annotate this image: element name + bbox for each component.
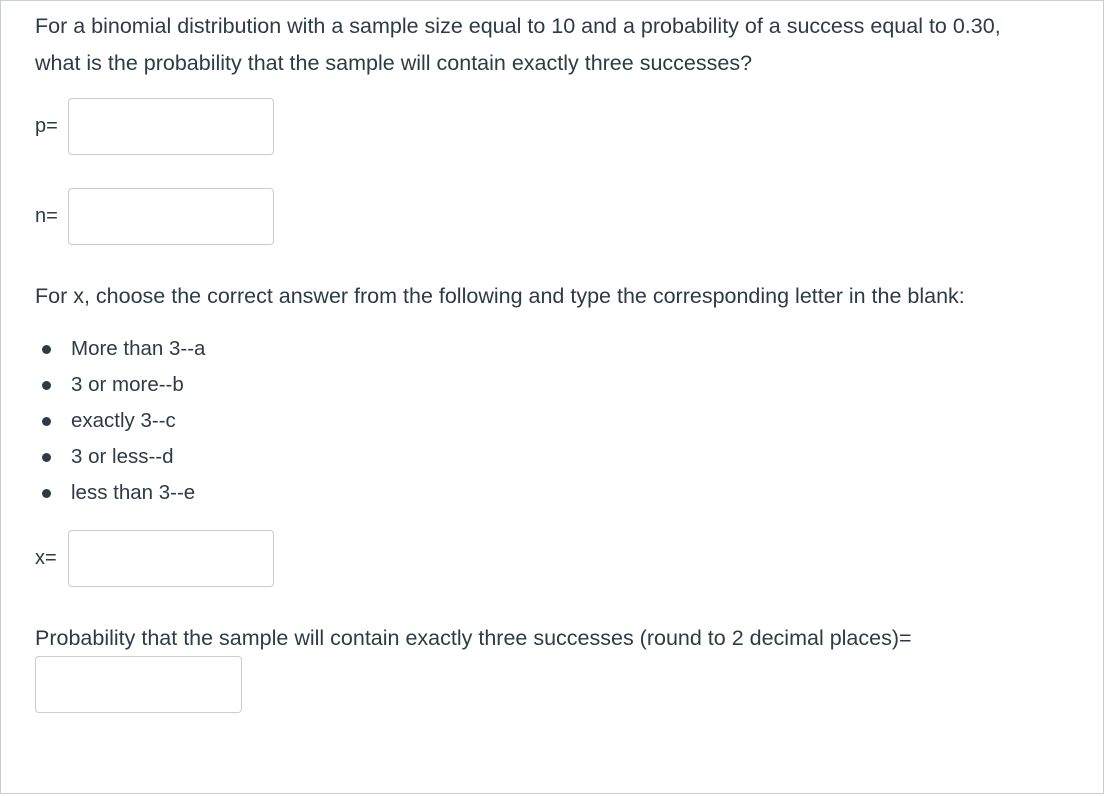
n-label: n= — [35, 205, 58, 227]
bullet-icon — [42, 417, 51, 426]
option-c — [35, 403, 205, 439]
p-field-row — [35, 98, 274, 155]
option-text: 3 or less--d — [71, 445, 174, 468]
bullet-icon — [42, 381, 51, 390]
option-text: More than 3--a — [71, 337, 206, 360]
option-e — [35, 475, 205, 511]
n-field-row — [35, 188, 274, 245]
question-line-1: For a binomial distribution with a sample size equal to 10 and a probability of a success equal to 0.30, — [35, 14, 1001, 38]
bullet-icon — [42, 489, 51, 498]
x-label: x= — [35, 547, 57, 569]
option-b — [35, 367, 205, 403]
x-field-row — [35, 530, 274, 587]
question-text — [35, 8, 1095, 82]
x-options-list — [35, 331, 205, 511]
option-a — [35, 331, 205, 367]
option-d — [35, 439, 205, 475]
option-text: exactly 3--c — [71, 409, 176, 432]
option-text: less than 3--e — [71, 481, 196, 504]
probability-input[interactable] — [35, 656, 242, 713]
n-input[interactable] — [68, 188, 274, 245]
option-text: 3 or more--b — [71, 373, 184, 396]
x-input[interactable] — [68, 530, 274, 587]
bullet-icon — [42, 345, 51, 354]
probability-label: Probability that the sample will contain exactly three successes (round to 2 decimal places)= — [35, 626, 912, 650]
bullet-icon — [42, 453, 51, 462]
question-line-2: what is the probability that the sample will contain exactly three successes? — [35, 51, 753, 75]
x-instruction: For x, choose the correct answer from the following and type the corresponding letter in the blank: — [35, 284, 965, 308]
p-input[interactable] — [68, 98, 274, 155]
p-label: p= — [35, 115, 58, 137]
